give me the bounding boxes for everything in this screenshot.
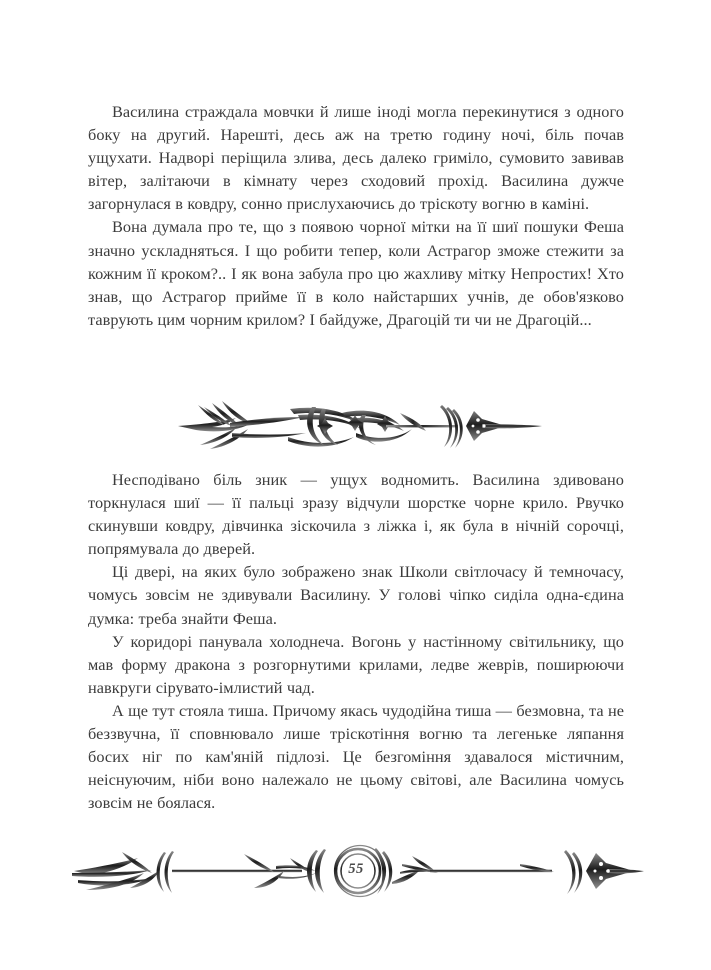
paragraph: Несподівано біль зник — ущух водномить. Василина здивовано торкнулася шиї — її пальці зразу відчули шорстке чорне крило. Рвучко скинувши ковдру, дівчинка зіскочила з ліжка і, як була в нічній сорочці, попрямувала до дверей. (88, 470, 624, 559)
paragraph: Вона думала про те, що з появою чорної мітки на її шиї пошуки Феша значно ускладняться. І що робити тепер, коли Астрагор зможе стежити за кожним її кроком?.. І як вона забула про цю жахливу мітку Непростих! Хто знав, що Астрагор прийме її в коло найстарших учнів, де обов'язково таврують цим чорним крилом? І байдуже, Драгоцій ти чи не Драгоцій... (88, 217, 624, 329)
footer-flourish-rule-ornament (68, 842, 648, 898)
paragraph: У коридорі панувала холоднеча. Вогонь у настінному світильнику, що мав форму дракона з розгорнутими крилами, ледве жеврів, поширюючи навкруги сірувато-імлистий чад. (88, 631, 624, 697)
paragraph: Ці двері, на яких було зображено знак Школи світлочасу й темночасу, чомусь зовсім не здивували Василину. У голові чіпко сиділа одна-єдина думка: треба знайти Феша. (88, 562, 624, 628)
page-text-block (88, 100, 624, 331)
paragraph: А ще тут стояла тиша. Причому якась чудодійна тиша — безмовна, та не беззвучна, її сповнювало лише тріскотіння вогню та легеньке ляпання босих ніг по кам'яній підлозі. Це безгоміння здавалося містичним, неіснуючим, ніби воно належало не цьому світові, але Василина чомусь зовсім не боялася. (88, 700, 624, 813)
flourish-divider-ornament (170, 393, 550, 455)
page-text-block-lower (88, 468, 624, 814)
paragraph: Василина страждала мовчки й лише іноді могла перекинутися з одного боку на другий. Нарешті, десь аж на третю годину ночі, біль почав ущухати. Надворі періщила злива, десь далеко гриміло, сумовито завивав вітер, залітаючи в кімнату через сходовий прохід. Василина дужче загорнулася в ковдру, сонно прислухаючись до тріскоту вогню в каміні. (88, 102, 624, 214)
page-number: 55 (348, 860, 364, 877)
